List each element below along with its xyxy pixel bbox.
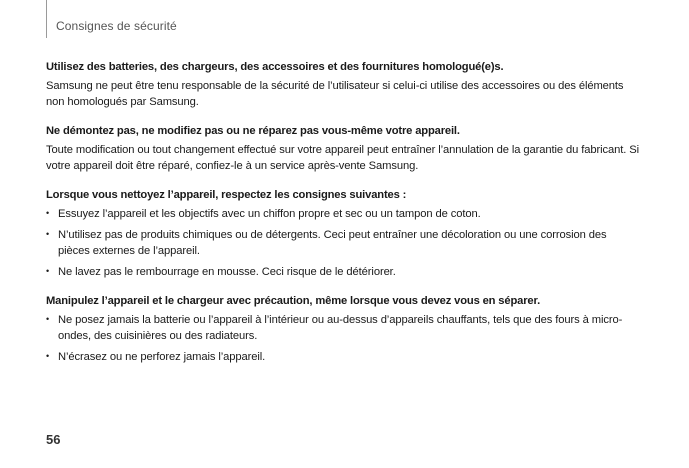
list-item (46, 312, 640, 344)
section-heading: Manipulez l’appareil et le chargeur avec précaution, même lorsque vous devez vous en séparer. (46, 295, 541, 307)
list-item (46, 227, 640, 259)
bullet-icon: • (46, 208, 50, 218)
section-do-not-disassemble (46, 124, 640, 174)
section-handle-with-care (46, 294, 640, 365)
section-heading: Ne démontez pas, ne modifiez pas ou ne réparez pas vous-même votre appareil. (46, 125, 460, 137)
page-number: 56 (46, 432, 61, 447)
bullet-icon: • (46, 229, 50, 239)
section-heading: Lorsque vous nettoyez l’appareil, respectez les consignes suivantes : (46, 189, 407, 201)
list-item-text: N’utilisez pas de produits chimiques ou de détergents. Ceci peut entraîner une décoloration ou une corrosion des pièces externes de l’appareil. (58, 229, 607, 257)
list-item (46, 206, 640, 222)
page-header-title: Consignes de sécurité (56, 19, 177, 33)
list-item-text: Essuyez l’appareil et les objectifs avec un chiffon propre et sec ou un tampon de coton. (58, 208, 481, 220)
list-item-text: Ne lavez pas le rembourrage en mousse. Ceci risque de le détériorer. (58, 266, 396, 278)
document-content (46, 60, 640, 379)
bullet-list (46, 206, 640, 280)
list-item (46, 349, 640, 365)
section-cleaning (46, 188, 640, 280)
list-item-text: N’écrasez ou ne perforez jamais l’appareil. (58, 351, 266, 363)
section-body: Samsung ne peut être tenu responsable de la sécurité de l’utilisateur si celui-ci utilise des accessoires ou des éléments non homologués par Samsung. (46, 80, 624, 108)
bullet-icon: • (46, 314, 50, 324)
list-item (46, 264, 640, 280)
bullet-icon: • (46, 351, 50, 361)
section-approved-accessories (46, 60, 640, 110)
bullet-icon: • (46, 266, 50, 276)
header-divider (46, 0, 47, 38)
list-item-text: Ne posez jamais la batterie ou l’appareil à l’intérieur ou au-dessus d’appareils chauffants, tels que des fours à micro-ondes, des cuisinières ou des radiateurs. (58, 314, 623, 342)
bullet-list (46, 312, 640, 365)
section-heading: Utilisez des batteries, des chargeurs, des accessoires et des fournitures homologué(e)s. (46, 61, 504, 73)
section-body: Toute modification ou tout changement effectué sur votre appareil peut entraîner l’annulation de la garantie du fabricant. Si votre appareil doit être réparé, confiez-le à un service après-vente Samsung. (46, 144, 640, 172)
